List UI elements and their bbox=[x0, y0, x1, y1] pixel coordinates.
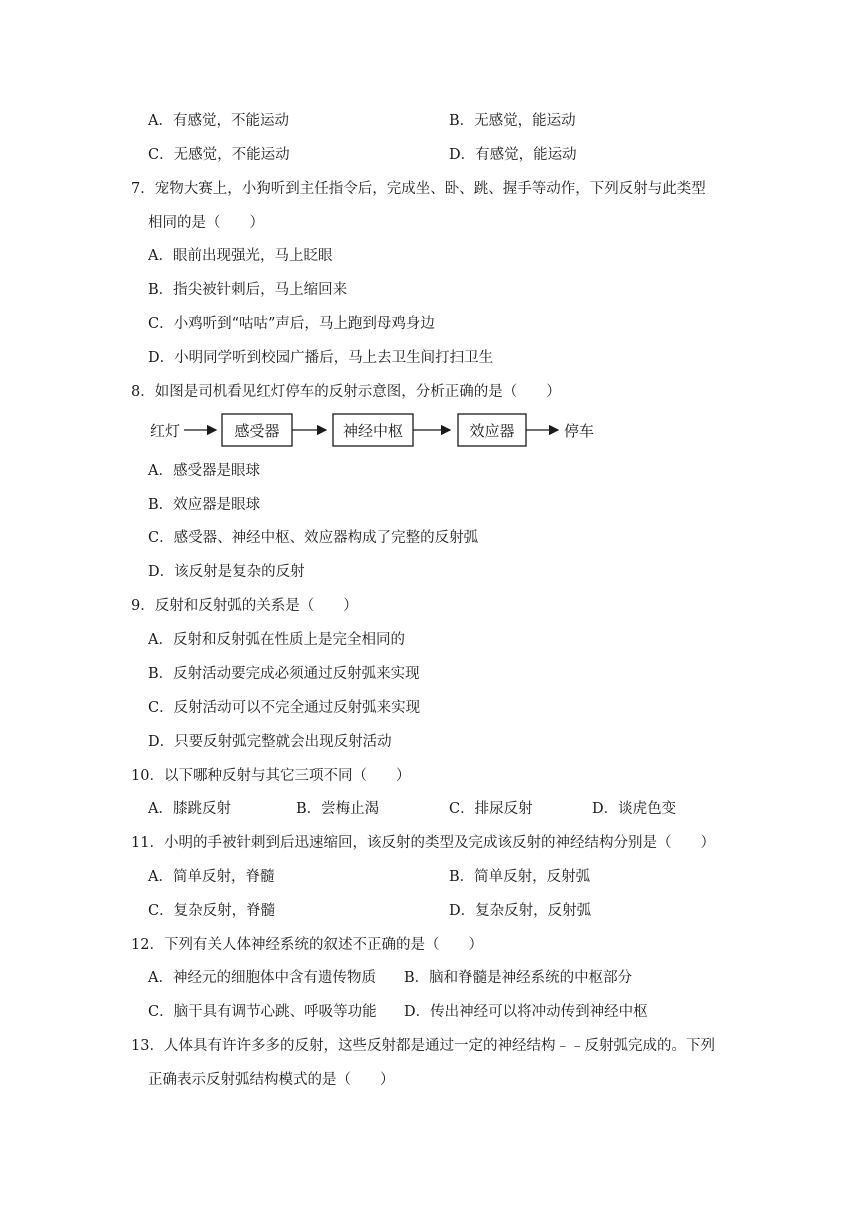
q9-option-c: C．反射活动可以不完全通过反射弧来实现 bbox=[148, 700, 421, 716]
q6-option-a: A．有感觉，不能运动 bbox=[148, 113, 289, 129]
q12-option-a: A．神经元的细胞体中含有遗传物质 bbox=[148, 970, 376, 986]
q10-option-b: B．尝梅止渴 bbox=[296, 801, 380, 817]
q7-option-b: B．指尖被针刺后，马上缩回来 bbox=[148, 282, 348, 298]
q11-option-d: D．复杂反射，反射弧 bbox=[449, 903, 592, 919]
receptor-label: 感受器 bbox=[234, 422, 280, 440]
diagram-end-label: 停车 bbox=[564, 422, 595, 440]
q12-option-b: B．脑和脊髓是神经系统的中枢部分 bbox=[404, 970, 633, 986]
q10-option-d: D．谈虎色变 bbox=[592, 801, 677, 817]
q6-option-c: C．无感觉，不能运动 bbox=[148, 147, 290, 163]
q13-stem: 13．人体具有许许多多的反射，这些反射都是通过一定的神经结构﹣﹣反射弧完成的。下列 bbox=[131, 1038, 715, 1054]
nerve-center-label: 神经中枢 bbox=[342, 422, 404, 440]
reflex-arc-diagram bbox=[148, 408, 608, 452]
q13-stem-cont: 正确表示反射弧结构模式的是（ ） bbox=[148, 1072, 395, 1088]
q9-option-a: A．反射和反射弧在性质上是完全相同的 bbox=[148, 632, 405, 648]
q11-option-b: B．简单反射，反射弧 bbox=[449, 869, 591, 885]
effector-label: 效应器 bbox=[469, 422, 515, 440]
q6-option-b: B．无感觉，能运动 bbox=[449, 113, 576, 129]
q6-option-d: D．有感觉，能运动 bbox=[449, 147, 577, 163]
q7-option-a: A．眼前出现强光，马上眨眼 bbox=[148, 248, 333, 264]
q8-option-d: D．该反射是复杂的反射 bbox=[148, 564, 305, 580]
q7-stem: 7．宠物大赛上，小狗听到主任指令后，完成坐、卧、跳、握手等动作，下列反射与此类型 bbox=[131, 181, 706, 197]
q10-option-a: A．膝跳反射 bbox=[148, 801, 231, 817]
q9-option-b: B．反射活动要完成必须通过反射弧来实现 bbox=[148, 666, 420, 682]
q7-stem-cont: 相同的是（ ） bbox=[148, 215, 264, 231]
q12-option-d: D．传出神经可以将冲动传到神经中枢 bbox=[404, 1004, 648, 1020]
q12-option-c: C．脑干具有调节心跳、呼吸等功能 bbox=[148, 1004, 377, 1020]
q10-option-c: C．排尿反射 bbox=[449, 801, 533, 817]
diagram-start-label: 红灯 bbox=[150, 422, 181, 440]
q11-option-a: A．简单反射，脊髓 bbox=[148, 869, 275, 885]
q8-option-a: A．感受器是眼球 bbox=[148, 463, 260, 479]
q9-option-d: D．只要反射弧完整就会出现反射活动 bbox=[148, 734, 392, 750]
q7-option-d: D．小明同学听到校园广播后，马上去卫生间打扫卫生 bbox=[148, 350, 494, 366]
q7-option-c: C．小鸡听到“咕咕”声后，马上跑到母鸡身边 bbox=[148, 316, 435, 332]
q11-option-c: C．复杂反射，脊髓 bbox=[148, 903, 276, 919]
q8-option-c: C．感受器、神经中枢、效应器构成了完整的反射弧 bbox=[148, 530, 479, 546]
q9-stem: 9．反射和反射弧的关系是（ ） bbox=[131, 598, 358, 614]
q12-stem: 12．下列有关人体神经系统的叙述不正确的是（ ） bbox=[131, 937, 483, 953]
q10-stem: 10．以下哪种反射与其它三项不同（ ） bbox=[131, 768, 411, 784]
q8-option-b: B．效应器是眼球 bbox=[148, 497, 261, 513]
q11-stem: 11．小明的手被针刺到后迅速缩回，该反射的类型及完成该反射的神经结构分别是（ ） bbox=[131, 835, 715, 851]
q8-stem: 8．如图是司机看见红灯停车的反射示意图，分析正确的是（ ） bbox=[131, 384, 561, 400]
